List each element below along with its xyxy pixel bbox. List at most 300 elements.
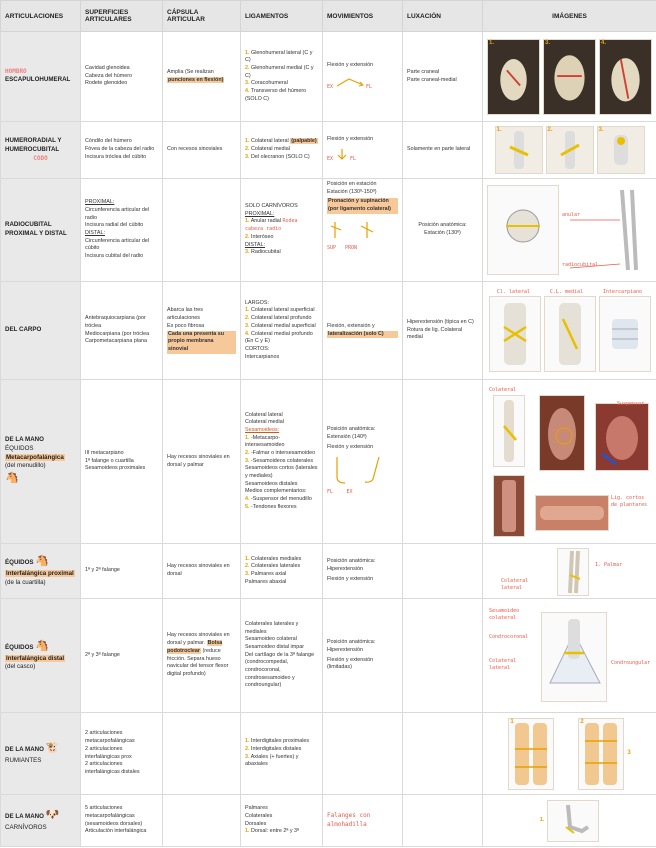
text-line: Posición anatómica: — [327, 426, 376, 433]
image-label: anular — [562, 212, 581, 218]
lig-text: -Sesamoideos colaterales — [251, 457, 314, 464]
text-line: Antebraquiocarpiana (por tróclea — [85, 315, 146, 329]
articulation-subtitle: RUMIANTES — [5, 756, 42, 764]
cell-luxacion — [403, 544, 483, 599]
lig-number: 2. — [245, 563, 250, 570]
text-line: Sesamoideos distales — [245, 480, 298, 487]
image-label: Intercarpiano — [602, 288, 643, 295]
articulation-subtitle: (del menudillo) — [5, 462, 46, 470]
cell-superficies — [81, 795, 163, 847]
cell-ligamentos — [241, 713, 323, 795]
image-number: 2 — [580, 718, 584, 725]
bone-photo — [487, 39, 540, 115]
articulation-name: ÉQUIDOS — [5, 643, 34, 651]
cell-imagenes — [483, 599, 656, 713]
text-line: Hay recesos sinoviales en dorsal y palmar. — [167, 632, 230, 647]
cell-movimientos — [323, 713, 403, 795]
image-label: Suspensor — [617, 400, 645, 407]
image-number: 3 — [627, 750, 631, 757]
highlight-text: Interfalángica proximal — [6, 570, 74, 577]
text-line: Flexión y extensión — [327, 575, 374, 582]
header-movimientos: MOVIMIENTOS — [323, 1, 403, 32]
cell-superficies — [81, 282, 163, 380]
cell-luxacion — [403, 599, 483, 713]
text-line: Cóndilo del húmero — [85, 138, 132, 145]
articulation-name: DE LA MANO — [5, 746, 44, 754]
text-line: Flexión y extensión (limitadas) — [327, 656, 374, 671]
fetlock-photo — [539, 395, 585, 471]
annotation: SUP — [327, 245, 337, 252]
lig-item — [245, 315, 318, 323]
row-metacarpofalangica — [1, 380, 656, 544]
ruminant-digit-diagram-icon — [579, 719, 623, 789]
subheading: PROXIMAL: — [85, 199, 115, 206]
ruminant-digit-diagram — [508, 718, 554, 790]
subheading: DISTAL: — [85, 230, 105, 236]
cell-superficies: 1ª y 2ª falange — [81, 544, 163, 599]
image-label: 1. Palmar — [595, 562, 623, 568]
cell-superficies — [81, 380, 163, 544]
canine-digit-diagram-icon — [548, 801, 598, 841]
image-group — [487, 185, 652, 275]
lig-text: Interdigitales distales — [251, 745, 302, 752]
cell-superficies — [81, 713, 163, 795]
lig-item — [245, 504, 318, 512]
tendon-photo-icon — [536, 496, 608, 530]
lig-item — [245, 746, 318, 754]
annotation: EX — [327, 83, 334, 90]
text-line: Amplia (Se realizan — [167, 68, 214, 75]
cell-ligamentos — [241, 544, 323, 599]
lig-item — [245, 738, 318, 746]
text-line: Colaterales laterales y mediales — [245, 620, 299, 635]
text-line: Incisura tróclea del cúbito — [85, 153, 147, 160]
text-line: Sesamoideos proximales — [85, 465, 146, 472]
cell-ligamentos — [241, 795, 323, 847]
cell-capsula — [163, 32, 241, 122]
subheading: PROXIMAL: — [245, 210, 275, 217]
image-number: 1 — [510, 718, 514, 725]
articulation-subtitle: (del casco) — [5, 663, 36, 671]
carpus-diagram — [544, 296, 596, 372]
cell-imagenes — [483, 713, 656, 795]
image-label: Cl. lateral — [496, 288, 531, 295]
cell-articulacion — [1, 713, 81, 795]
bone-photo-icon — [544, 40, 595, 114]
lig-number: 5. — [245, 503, 250, 510]
cell-ligamentos — [241, 179, 323, 282]
cell-articulacion — [1, 32, 81, 122]
lig-text: -Tendones flexores — [251, 503, 297, 510]
cell-imagenes — [483, 795, 656, 847]
text-line: 2 articulaciones metacarpofalángicas — [85, 730, 135, 745]
lig-item — [245, 146, 318, 154]
articulation-subtitle: ÉQUIDOS — [5, 444, 34, 452]
articulation-name: DEL CARPO — [5, 326, 42, 334]
text-line: Del cartílago de la 3ª falange (condrocompedal, condrocoronal, condrosesamoideo y condroungular) — [245, 651, 315, 689]
text-line: Circunferencia articular del cúbito — [85, 237, 150, 252]
text-line: Incisura cubital del radio — [85, 253, 144, 260]
annotation: EX — [327, 156, 334, 162]
annotation: Rodea cabeza radio — [245, 218, 298, 233]
image-number: 3. — [598, 127, 604, 133]
text-line: Posición anatómica: — [327, 639, 376, 646]
annotation: EX — [346, 489, 353, 495]
image-number: 1. — [496, 127, 502, 133]
highlight-text: Cada una presenta su propio membrana sinovial — [167, 331, 236, 354]
tendon-photo — [493, 475, 525, 537]
image-group — [487, 39, 652, 115]
cell-imagenes — [483, 122, 656, 179]
header-superficies: SUPERFICIES ARTICULARES — [81, 1, 163, 32]
image-group — [487, 296, 652, 372]
cell-ligamentos — [241, 282, 323, 380]
fetlock-diagram — [493, 395, 525, 467]
movement-arrow-icon — [335, 76, 365, 88]
highlight-text: punciones en flexión) — [168, 76, 224, 83]
header-luxacion: LUXACIÓN — [403, 1, 483, 32]
text-line: 2 articulaciones interfalángicas distales — [85, 761, 140, 775]
text-line: Colaterales — [245, 812, 273, 819]
image-number: 4. — [601, 39, 607, 46]
lig-text: Palmares axial — [251, 571, 287, 577]
image-group — [487, 126, 652, 174]
lig-item — [245, 234, 318, 242]
text-line: Parte craneal — [407, 68, 440, 75]
cell-movimientos — [323, 599, 403, 713]
cell-articulacion — [1, 380, 81, 544]
text-line: Medios complementarios: — [245, 488, 307, 495]
lig-item — [245, 754, 318, 769]
image-label: C.L. medial — [549, 288, 584, 295]
lig-item — [245, 65, 318, 80]
text-line: Extensión (140º) — [327, 433, 367, 440]
cell-luxacion — [403, 795, 483, 847]
text-line: Estación (130º-150º) — [327, 188, 377, 195]
lig-number: 2. — [245, 233, 250, 240]
fetlock-photo — [595, 400, 649, 471]
lig-item — [245, 556, 318, 564]
articulation-name: ESCAPULOHUMERAL — [5, 76, 71, 84]
cell-movimientos — [323, 544, 403, 599]
lig-text: Transverso del húmero (SOLO C) — [245, 88, 307, 102]
annotation: FL — [327, 489, 334, 495]
lig-text: Glenohumeral medial (C y C) — [245, 64, 314, 79]
lig-text: Colaterales laterales — [251, 563, 301, 570]
carpus-diagram — [599, 296, 651, 372]
text-line: Intercarpianos — [245, 353, 280, 360]
cell-luxacion — [403, 179, 483, 282]
row-interfalangica-proximal — [1, 544, 656, 599]
text-line: Colateral medial — [245, 419, 284, 426]
lig-number: 2. — [245, 449, 250, 456]
cell-capsula: Hay recesos sinoviales en dorsal — [163, 544, 241, 599]
lig-number: 1. — [245, 738, 250, 745]
text-line: Cavidad glenoidea — [85, 64, 130, 71]
text-line: Flexión y extensión — [327, 136, 374, 143]
cell-superficies — [81, 32, 163, 122]
lig-item — [245, 450, 318, 458]
lig-number: 4. — [245, 496, 250, 503]
lig-text: -Suspensor del menudillo — [251, 496, 312, 503]
cell-luxacion — [403, 282, 483, 380]
cell-capsula — [163, 713, 241, 795]
cell-luxacion — [403, 380, 483, 544]
row-escapulohumeral — [1, 32, 656, 122]
rotation-arrow-icon — [327, 220, 387, 242]
subheading: Sesamoideos: — [245, 426, 280, 433]
lig-item — [245, 307, 318, 315]
cell-articulacion — [1, 179, 81, 282]
lig-text: -Metacarpo-intersesamoideo — [245, 434, 285, 449]
row-carnivoros — [1, 795, 656, 847]
lig-text: Colateral medial superficial — [251, 322, 316, 329]
elbow-diagram-icon — [547, 127, 593, 173]
movement-sketch — [327, 148, 398, 164]
lig-number: 3. — [245, 571, 250, 577]
lig-text: Palmares abaxial — [245, 578, 287, 585]
carpus-diagram — [489, 296, 541, 372]
text-line: Dorsales — [245, 820, 267, 827]
annotation: PRON — [345, 245, 358, 252]
text-line: 5 articulaciones metacarpofalángicas (sesamoideos dorsales) — [85, 805, 143, 827]
text-line: SOLO CARNÍVOROS — [245, 203, 298, 210]
image-label: Condroungular — [611, 659, 651, 666]
cell-movimientos — [323, 282, 403, 380]
side-note: CODO — [33, 154, 48, 162]
lig-number: 3. — [245, 457, 250, 464]
pastern-diagram-icon — [558, 549, 588, 595]
movement-arrow-icon — [335, 148, 349, 160]
highlight-text: Metacarpofalángica — [6, 453, 64, 461]
text-line: Colateral lateral — [245, 411, 283, 418]
lig-text: Colateral medial — [251, 146, 290, 153]
pastern-diagram — [557, 548, 589, 596]
cell-articulacion — [1, 795, 81, 847]
lig-item — [245, 138, 318, 146]
text-line: Mediocarpiana (por tróclea — [85, 330, 150, 337]
text-line: Incisura radial del cúbito — [85, 222, 144, 229]
cell-luxacion — [403, 32, 483, 122]
horse-icon: 🐴 — [5, 472, 19, 485]
lig-item — [245, 331, 318, 346]
cell-superficies — [81, 122, 163, 179]
cell-articulacion — [1, 599, 81, 713]
lig-item — [245, 828, 318, 836]
image-group — [487, 718, 652, 790]
image-label: Condrocoronal — [489, 633, 529, 640]
lig-item — [245, 458, 318, 466]
lig-item — [245, 154, 318, 162]
lig-item — [245, 579, 318, 587]
movement-sketch — [327, 455, 398, 496]
lig-number: 4. — [245, 88, 250, 94]
image-label: Colateral lateral — [501, 578, 529, 592]
cell-ligamentos — [241, 32, 323, 122]
lig-number: 2. — [245, 315, 250, 322]
cell-imagenes — [483, 380, 656, 544]
highlight-text: lateralización (solo C) — [327, 331, 398, 339]
cell-imagenes — [483, 544, 656, 599]
lig-text: Colateral lateral superficial — [251, 307, 315, 314]
cell-luxacion — [403, 713, 483, 795]
text-line: Circunferencia articular del radio — [85, 206, 150, 221]
cell-movimientos — [323, 122, 403, 179]
lig-text: Coracohumeral — [251, 80, 288, 87]
text-line: Fóvea de la cabeza del radio — [85, 146, 155, 153]
image-label: radiocubital — [562, 262, 599, 268]
bone-photo-icon — [600, 40, 651, 114]
lig-number: 4. — [245, 330, 250, 337]
cell-superficies: 2ª y 3ª falange — [81, 599, 163, 713]
lig-item — [245, 218, 318, 233]
elbow-diagram — [597, 126, 645, 174]
lig-number: 3. — [245, 249, 250, 256]
articulation-name: DE LA MANO — [5, 813, 44, 821]
forearm-diagram — [562, 186, 652, 274]
highlight-text: Pronación y supinación (por ligamento colateral) — [327, 198, 398, 213]
text-line: Posición en estación — [327, 181, 377, 187]
image-group — [487, 800, 652, 842]
text-line: Flexión, extensión y — [327, 322, 375, 329]
forearm-diagram-icon — [562, 186, 652, 274]
row-carpo — [1, 282, 656, 380]
elbow-diagram — [495, 126, 543, 174]
header-row — [1, 1, 656, 32]
header-ligamentos: LIGAMENTOS — [241, 1, 323, 32]
cell-capsula: Con recesos sinoviales — [163, 122, 241, 179]
highlight-text: (palpable) — [291, 138, 317, 145]
annotation: FL — [350, 156, 357, 162]
text-line: III metacarpiano — [85, 449, 124, 456]
text-line: Flexión y extensión — [327, 61, 374, 68]
articulation-subtitle: CARNÍVOROS — [5, 823, 47, 831]
articulation-name: RADIOCUBITAL PROXIMAL Y DISTAL — [5, 221, 67, 237]
lig-text: Del olecranon (SOLO C) — [251, 153, 310, 160]
articulation-name: ÉQUIDOS — [5, 559, 34, 567]
carpus-diagram-icon — [545, 297, 595, 371]
text-line: 1ª falange o cuartilla — [85, 457, 134, 464]
lig-text: Interdigitales proximales — [251, 738, 310, 745]
image-group — [487, 387, 652, 537]
lig-number: 3. — [245, 80, 250, 87]
cell-ligamentos — [241, 380, 323, 544]
cell-capsula — [163, 179, 241, 282]
text-line: Rodete glenoideo — [85, 80, 128, 87]
carpus-diagram-icon — [490, 297, 540, 371]
lig-item — [245, 80, 318, 88]
bone-photo — [599, 39, 652, 115]
image-label: Lig. cortos de plantares — [611, 494, 648, 508]
lig-number: 2. — [245, 745, 250, 752]
lig-text: Colateral lateral profundo — [251, 315, 312, 322]
text-line: Rotura de lig. Colateral medial — [407, 326, 463, 341]
lig-number: 1. — [245, 307, 250, 314]
image-label: Colateral — [489, 386, 517, 393]
lig-item — [245, 88, 318, 103]
movement-sketch — [327, 220, 398, 253]
header-imagenes: IMÁGENES — [483, 1, 656, 32]
text-line: Hiperextensión — [327, 566, 363, 573]
lig-text: Dorsal: entre 2ª y 3ª — [251, 828, 300, 835]
articulation-name: DE LA MANO — [5, 436, 44, 444]
cell-superficies — [81, 179, 163, 282]
text-line: (reduce fricción. Separa hueso navicular del tensor flexor digital profundo) — [167, 647, 229, 677]
image-label: Colateral lateral — [489, 657, 517, 671]
text-line: Carpometacarpiana plana — [85, 338, 148, 345]
cell-capsula — [163, 599, 241, 713]
image-label-row — [487, 289, 652, 296]
subheading: DISTAL: — [245, 241, 265, 248]
canine-digit-diagram — [547, 800, 599, 842]
text-line: Sesamoideos cortos (laterales y mediales) — [245, 465, 318, 479]
image-number: 3. — [545, 39, 551, 46]
image-number: 2. — [547, 127, 553, 133]
row-radiocubital — [1, 179, 656, 282]
cell-movimientos — [323, 795, 403, 847]
cell-movimientos — [323, 179, 403, 282]
cell-luxacion: Solamente en parte lateral — [403, 122, 483, 179]
highlight-text: Bolsa podotroclear — [167, 640, 223, 654]
lig-item — [245, 496, 318, 504]
cell-capsula — [163, 282, 241, 380]
cell-movimientos — [323, 32, 403, 122]
bone-photo-icon — [488, 40, 539, 114]
lig-item — [245, 323, 318, 331]
bone-photo — [543, 39, 596, 115]
annotation: FL — [366, 83, 373, 90]
lig-text: Radiocubital — [251, 249, 281, 256]
radioulnar-diagram — [487, 185, 559, 275]
subheading: LARGOS: — [245, 299, 269, 306]
cell-imagenes — [483, 282, 656, 380]
lig-text: Colateral medial profundo (En C y E) — [245, 330, 313, 345]
articulation-subtitle: (de la cuartilla) — [5, 578, 46, 586]
tendon-photo-icon — [494, 476, 524, 536]
cell-ligamentos — [241, 599, 323, 713]
lig-number: 2. — [245, 64, 250, 71]
lig-number: 1. — [245, 555, 250, 562]
lig-number: 3. — [245, 322, 250, 329]
lig-number: 3. — [245, 753, 250, 760]
lig-number: 1. — [245, 138, 250, 145]
movement-arrow-icon — [327, 455, 393, 485]
text-line: Hiperextensión (típica en C) — [407, 318, 474, 325]
lig-item — [245, 50, 318, 65]
image-group — [487, 604, 652, 708]
text-line: 2 articulaciones interfalángicas prox — [85, 745, 132, 760]
lig-number: 3. — [245, 153, 250, 160]
ruminant-digit-diagram-icon — [509, 719, 553, 789]
cell-ligamentos — [241, 122, 323, 179]
image-label: Sesamoideo colateral — [489, 607, 520, 621]
header-articulaciones: ARTICULACIONES — [1, 1, 81, 32]
text-line: Posición anatómica: — [418, 222, 467, 229]
fetlock-photo-icon — [596, 404, 648, 470]
cell-imagenes — [483, 179, 656, 282]
radioulnar-diagram-icon — [488, 186, 558, 274]
text-line: Estación (130º) — [424, 230, 461, 236]
lig-text: Colateral lateral — [251, 138, 289, 145]
cell-imagenes — [483, 32, 656, 122]
image-number: 1. — [539, 816, 545, 823]
lig-item — [245, 249, 318, 257]
text-line: Sesamoideo colateral — [245, 636, 297, 643]
fetlock-diagram-icon — [494, 396, 524, 466]
cow-icon: 🐮 — [45, 742, 60, 755]
text-line: Flexión y extensión — [327, 443, 374, 450]
text-line: Palmares — [245, 805, 268, 812]
